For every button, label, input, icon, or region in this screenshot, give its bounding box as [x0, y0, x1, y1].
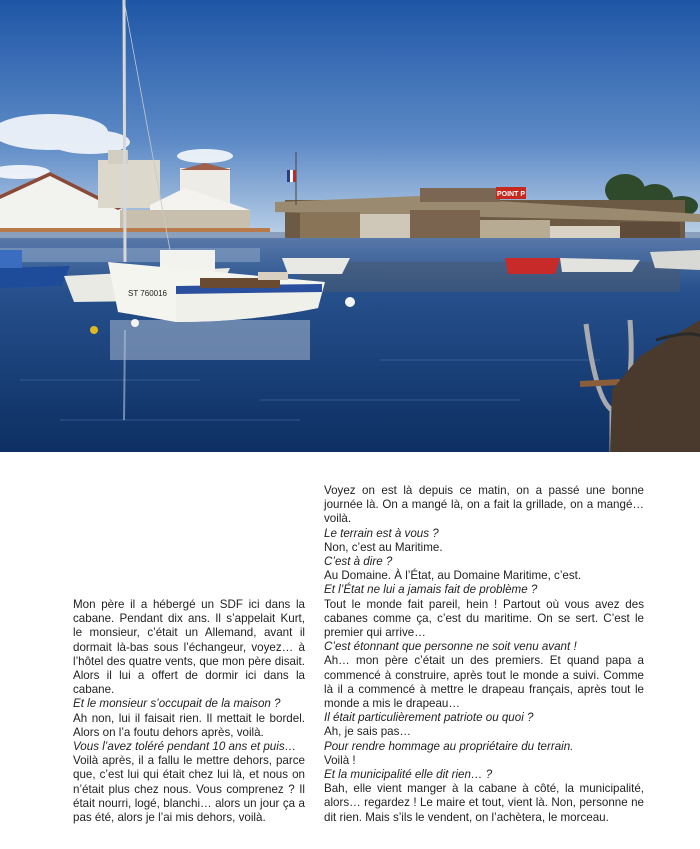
shop-sign-text: POINT P [496, 191, 526, 198]
answer-paragraph: Au Domaine. À l’État, au Domaine Maritime, c’est. [324, 569, 582, 583]
answer-paragraph: Tout le monde fait pareil, hein ! Partout où vous avez des cabanes comme ça, c’est du maritime. On se sert. C’est le premier qui arrive… [324, 597, 644, 640]
mast-reflection [124, 330, 125, 420]
boat-registration: ST 760016 [128, 289, 167, 298]
interview-left-column [73, 598, 305, 825]
question-line: C’est étonnant que personne ne soit venu avant ! [324, 640, 577, 654]
question-line: Il était particulièrement patriote ou quoi ? [324, 711, 534, 725]
question-line: Vous l’avez toléré pendant 10 ans et puis… [73, 740, 297, 754]
answer-paragraph: Mon père il a hébergé un SDF ici dans la cabane. Pendant dix ans. Il s’appelait Kurt, le monsieur, c’était un Allemand, avant il dormait là-bas sous l’échangeur, voyez… à l’hôtel des quatre vents, que mon père disait. Alors il lui a offert de dormir ici dans la cabane. [73, 598, 305, 697]
question-line: Pour rendre hommage au propriétaire du terrain. [324, 739, 574, 753]
answer-paragraph: Ah… mon père c’était un des premiers. Et quand papa a commencé à construire, après tout le monde a suivi. Comme là il a commencé à mettre le drapeau français, après tout le monde a mis le drapeau… [324, 654, 644, 711]
answer-paragraph: Voilà ! [324, 753, 356, 767]
answer-paragraph: Bah, elle vient manger à la cabane à côté, la municipalité, alors… regardez ! Le maire et tout, vient là. Non, personne ne dit rien. Mais s’ils le vendent, on l’achètera, le morceau. [324, 782, 644, 824]
answer-paragraph: Voyez on est là depuis ce matin, on a passé une bonne journée là. On a mangé là, on a fait la grillade, on a mangé… voilà. [324, 484, 644, 526]
answer-paragraph: Voilà après, il a fallu le mettre dehors, parce que, c’est lui qui était chez lui là, et nous on n’était plus chez nous. Vous comprenez ? Il était nourri, logé, blanchi… alors un jour ça a pas été, alors je l’ai mis dehors, voilà. [73, 754, 305, 825]
question-line: Et l’État ne lui a jamais fait de problème ? [324, 583, 538, 597]
question-line: Et le monsieur s’occupait de la maison ? [73, 697, 281, 711]
answer-paragraph: Ah, je sais pas… [324, 725, 411, 739]
question-line: Le terrain est à vous ? [324, 526, 439, 540]
question-line: Et la municipalité elle dit rien… ? [324, 768, 493, 782]
mast [124, 0, 125, 262]
interview-right-column [324, 484, 644, 825]
answer-paragraph: Ah non, lui il faisait rien. Il mettait le bordel. Alors on l’a foutu dehors après, voilà. [73, 711, 305, 739]
question-line: C’est à dire ? [324, 555, 393, 569]
french-flag [287, 170, 296, 182]
answer-paragraph: Non, c’est au Maritime. [324, 540, 443, 554]
